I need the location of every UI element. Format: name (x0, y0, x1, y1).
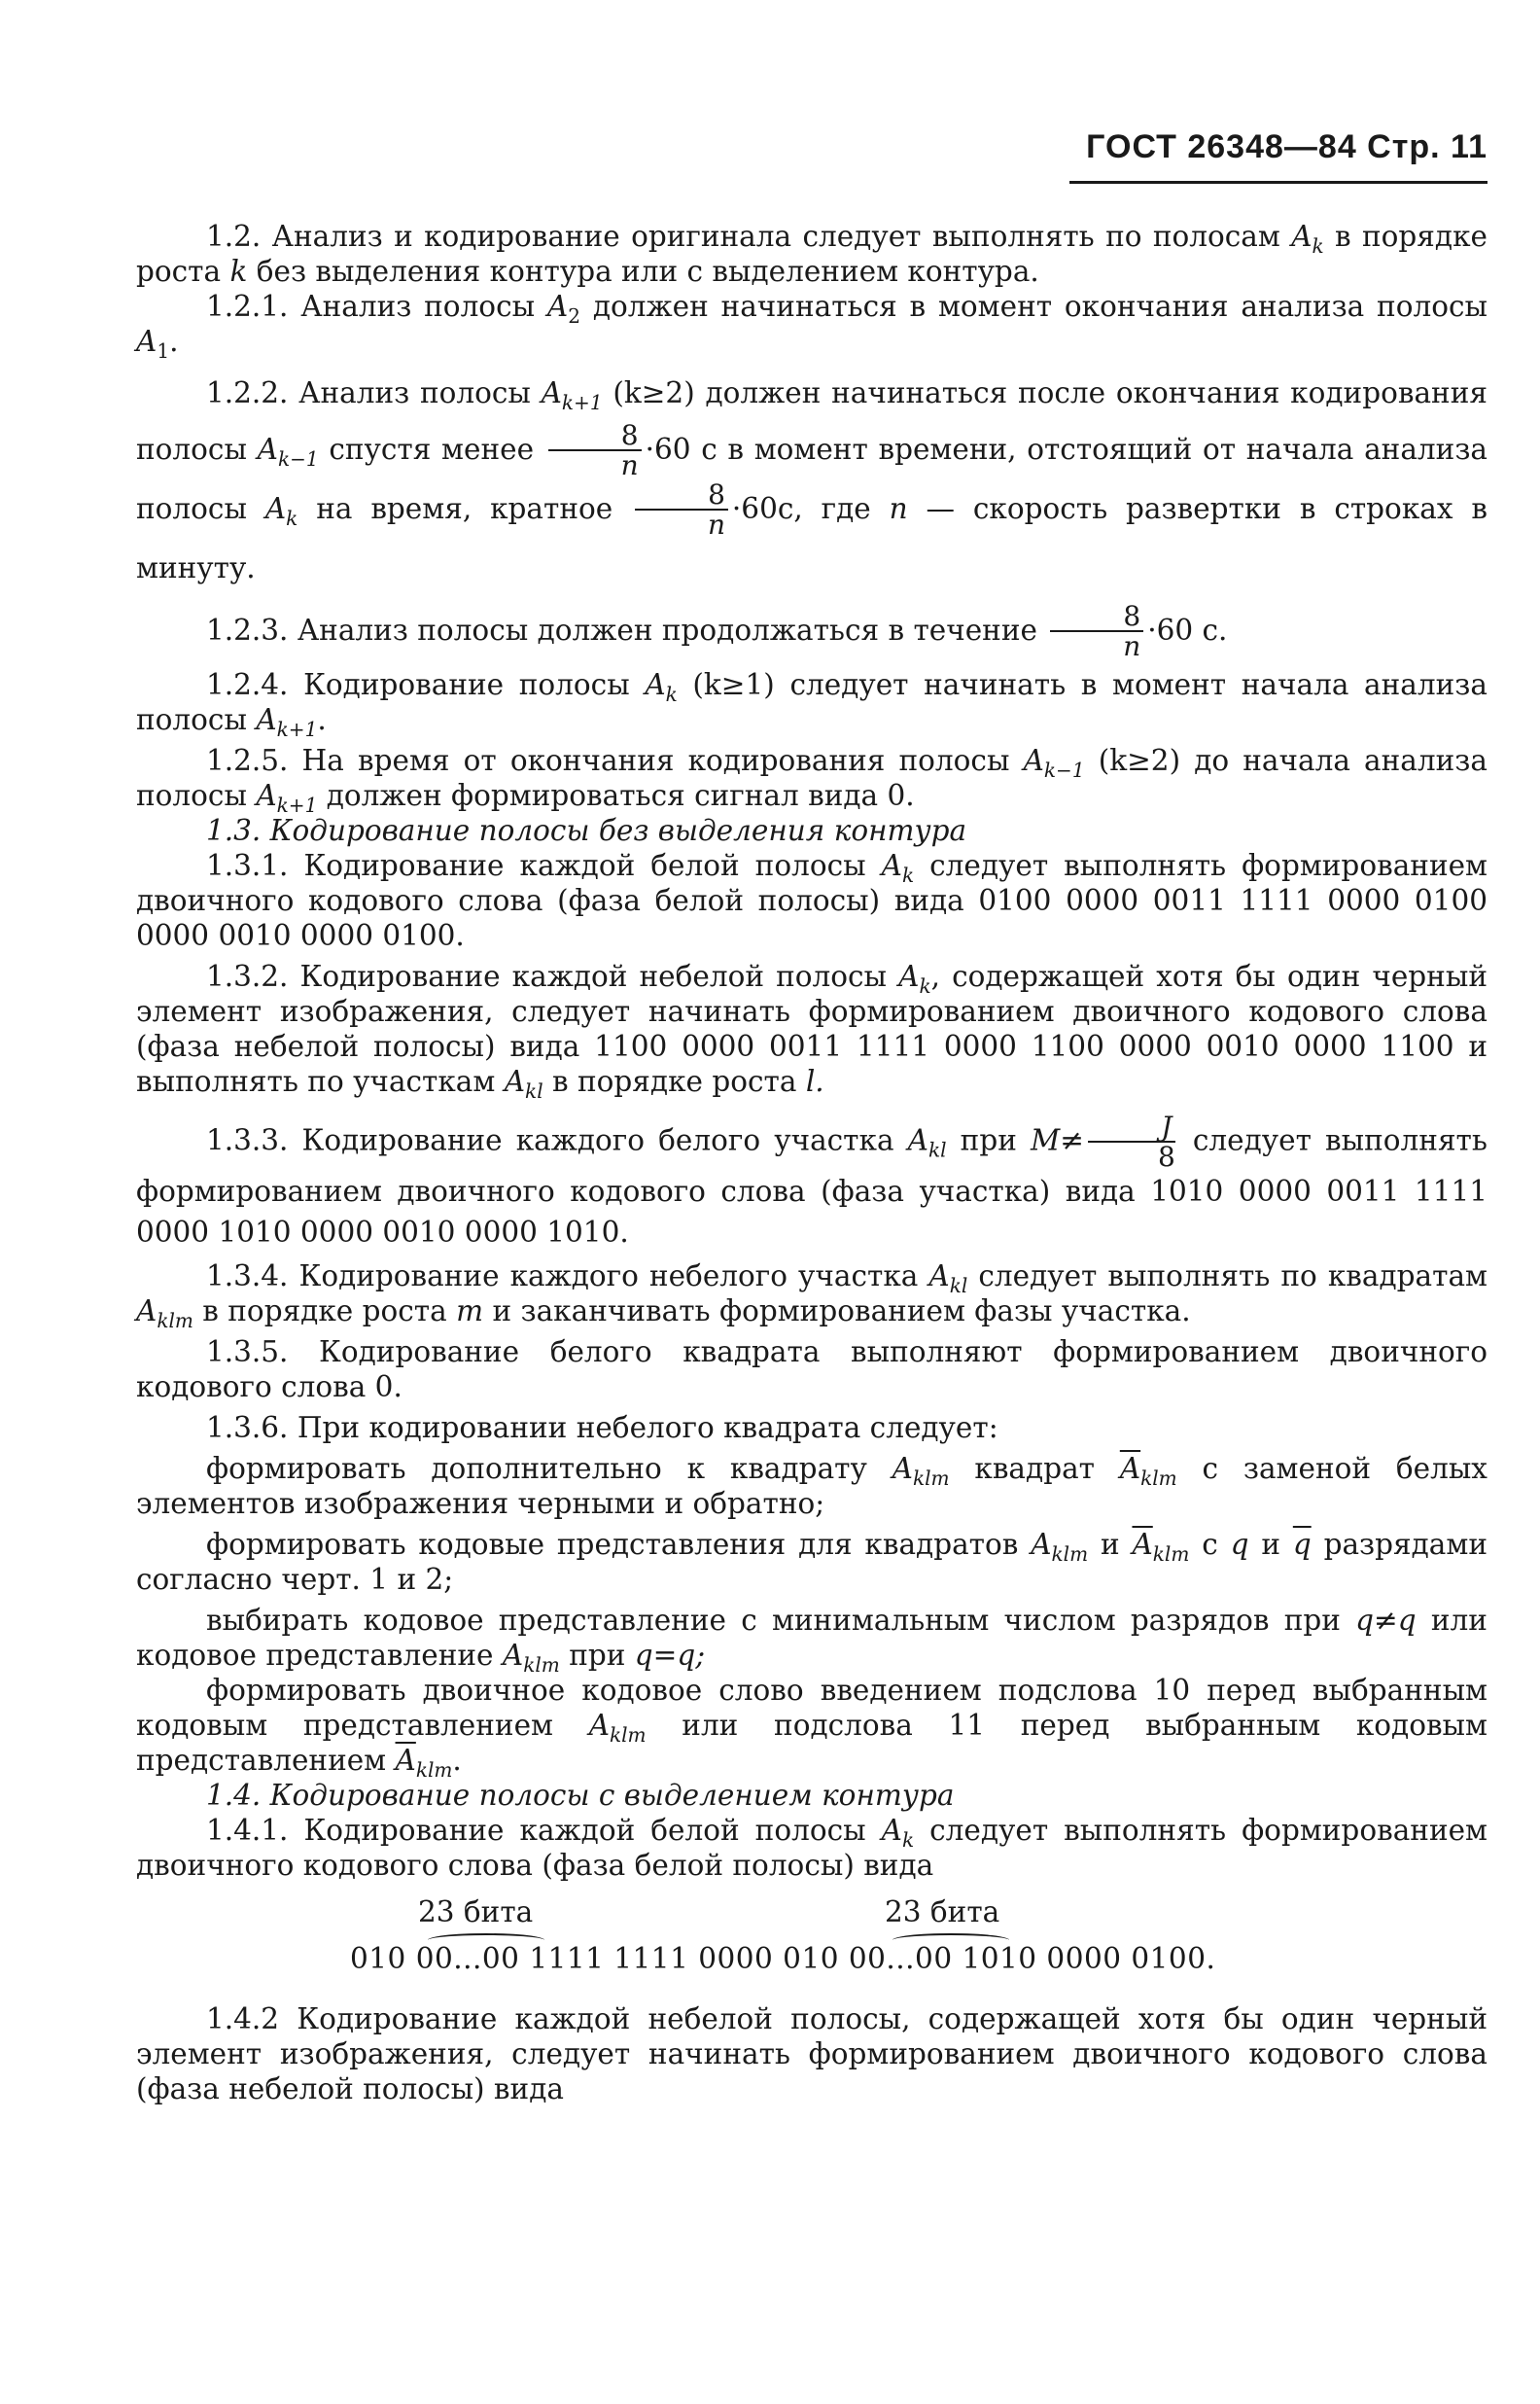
fraction-J-over-8: $\frac{J}{8}$ (1088, 1113, 1175, 1172)
header-rule (1069, 181, 1488, 184)
brace-label-23-bits: 23 бита (885, 1895, 1000, 1929)
paragraph-1-2: 1.2. Анализ и кодирование оригинала следует выполнять по полосам $A_k$ в порядке роста k без выделения контура или с выделением контура. (136, 220, 1488, 288)
paragraph-1-2-3: 1.2.3. Анализ полосы должен продолжаться в течение $\frac{8}{n}$ ·60 с. (206, 599, 1228, 663)
paragraph-1-3-4: 1.3.4. Кодирование каждого небелого участка $A_{kl}$ следует выполнять по квадратам $A_{klm}$ в порядке роста m и заканчивать формированием фазы участка. (136, 1259, 1488, 1333)
paragraph-1-3-5: 1.3.5. Кодирование белого квадрата выполняют формированием двоичного кодового слова 0. (136, 1335, 1488, 1404)
bit-field-formula (136, 1894, 1488, 1988)
list-item-2: формировать кодовые представления для квадратов $A_{klm}$ и $\overline{A}_{klm}$ с q и $\overline{q}$ разрядами согласно черт. 1 и 2; (136, 1528, 1488, 1597)
list-item-1: формировать дополнительно к квадрату $A_{klm}$ квадрат $\overline{A}_{klm}$ с заменой белых элементов изображения черными и обратно; (136, 1452, 1488, 1521)
paragraph-1-3-3: 1.3.3. Кодирование каждого белого участка $A_{kl}$ при M≠ $\frac{J}{8}$ следует выполнять формированием двоичного кодового слова (фаза участка) вида 1010 0000 0011 1111 0000 1010 0000 0010 0000 1010. (136, 1110, 1488, 1250)
heading-1-4: 1.4. Кодирование полосы с выделением контура (206, 1779, 955, 1813)
paragraph-1-2-5: 1.2.5. На время от окончания кодирования полосы $A_{k-1}$ (k≥2) до начала анализа полосы $A_{k+1}$ должен формироваться сигнал вида 0. (136, 743, 1488, 817)
paragraph-1-3-1: 1.3.1. Кодирование каждой белой полосы $A_k$ следует выполнять формированием двоичного кодового слова (фаза белой полосы) вида 0100 0000 0011 1111 0000 0100 0000 0010 0000 0100. (136, 848, 1488, 952)
brace-label-23-bits: 23 бита (418, 1895, 534, 1929)
bit-sequence: 010 00...00 1111 1111 0000 010 00...00 1010 0000 0100. (350, 1942, 1216, 1976)
paragraph-1-2-2: 1.2.2. Анализ полосы $A_{k+1}$ (k≥2) должен начинаться после окончания кодирования полосы $A_{k-1}$ спустя менее $\frac{8}{n}$ ·60 с в момент времени, отстоящий от начала анализа полосы $A_k$ на время, кратное $\frac{8}{n}$ ·60с, где n — скорость развертки в строках в минуту. (136, 376, 1488, 584)
paragraph-1-4-2: 1.4.2 Кодирование каждой небелой полосы, содержащей хотя бы один черный элемент изображения, следует начинать формированием двоичного кодового слова (фаза небелой полосы) вида (136, 2002, 1488, 2106)
paragraph-1-4-1: 1.4.1. Кодирование каждой белой полосы $A_k$ следует выполнять формированием двоичного кодового слова (фаза белой полосы) вида (136, 1814, 1488, 1883)
paragraph-1-3-6: 1.3.6. При кодировании небелого квадрата следует: (206, 1411, 998, 1445)
fraction-8-over-n: $\frac{8}{n}$ (1050, 602, 1143, 661)
paragraph-1-3-2: 1.3.2. Кодирование каждой небелой полосы $A_k$, содержащей хотя бы один черный элемент изображения, следует начинать формированием двоичного кодового слова (фаза небелой полосы) вида 1100 0000 0011 1111 0000 1100 0000 0010 0000 1100 и выполнять по участкам $A_{kl}$ в порядке роста l. (136, 959, 1488, 1103)
document-body (136, 219, 1488, 2106)
fraction-8-over-n: $\frac{8}{n}$ (635, 480, 728, 540)
page-header: ГОСТ 26348—84 Стр. 11 (1086, 128, 1488, 165)
paragraph-1-2-4: 1.2.4. Кодирование полосы $A_k$ (k≥1) следует начинать в момент начала анализа полосы $A_{k+1}$. (136, 667, 1488, 741)
fraction-8-over-n: $\frac{8}{n}$ (548, 421, 642, 480)
heading-1-3: 1.3. Кодирование полосы без выделения контура (206, 813, 967, 847)
paragraph-1-2-1: 1.2.1. Анализ полосы $A_2$ должен начинаться в момент окончания анализа полосы $A_1$. (136, 290, 1488, 364)
list-item-4: формировать двоичное кодовое слово введением подслова 10 перед выбранным кодовым представлением $A_{klm}$ или подслова 11 перед выбранным кодовым представлением $\overline{A}_{klm}$. (136, 1674, 1488, 1783)
list-item-3: выбирать кодовое представление с минимальным числом разрядов при q≠q или кодовое представление $A_{klm}$ при q=q; (136, 1604, 1488, 1678)
